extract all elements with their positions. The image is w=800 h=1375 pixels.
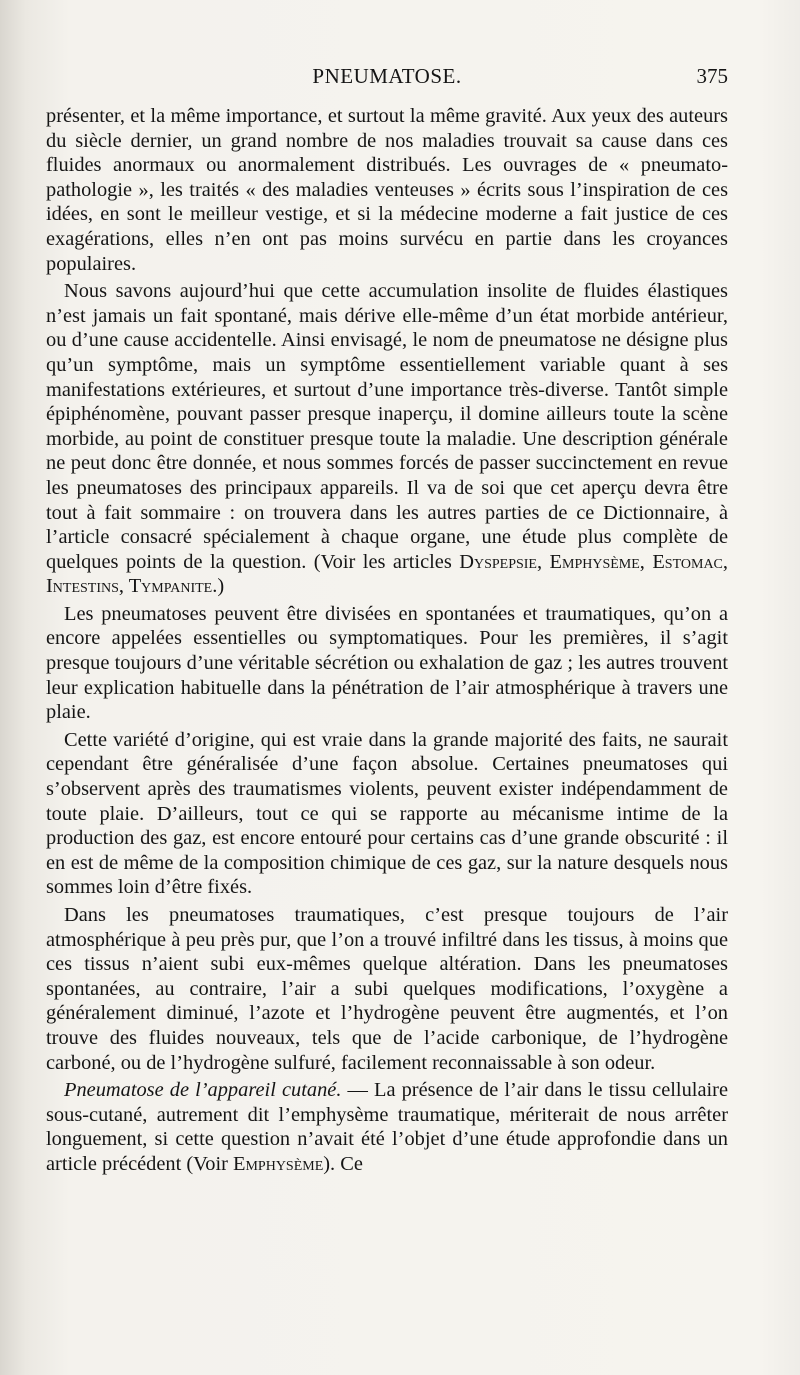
paragraph-3: Les pneumatoses peuvent être divisées en spontanées et traumatiques, qu’on a encore appelées essentielles ou symptomatiques. Pour les premières, il s’agit presque toujours d’une véritable sécrétion ou exhalation de gaz ; les autres trouvent leur explication habituelle dans la pénétration de l’air atmosphérique à travers une plaie. <box>46 602 728 724</box>
paragraph-2-end: .) <box>212 575 225 598</box>
section-heading: Pneumatose de l’appareil cutané. <box>64 1079 342 1102</box>
paragraph-1: présenter, et la même importance, et surtout la même gravité. Aux yeux des auteurs du siècle dernier, un grand nombre de nos maladies trouvait sa cause dans ces fluides anormaux ou anormalement distribués. Les ouvrages de « pneumato-pathologie », les traités « des maladies venteuses » écrits sous l’inspiration de ces idées, en sont le meilleur vestige, et si la médecine moderne a fait justice de ces exagérations, elles n’en ont pas moins survécu en partie dans les croyances populaires. <box>46 105 728 275</box>
running-title: PNEUMATOSE. <box>312 64 462 88</box>
paragraph-6-end: ). Ce <box>323 1152 363 1175</box>
paragraph-2-text: Nous savons aujourd’hui que cette accumulation insolite de fluides élastiques n’est jamais un fait spontané, mais dérive elle-même d’un état morbide antérieur, ou d’une cause accidentelle. Ainsi envisagé, le nom de pneumatose ne désigne plus qu’un symptôme, mais un symptôme essentiellement variable quant à ses manifestations extérieures, et surtout d’une importance très-diverse. Tantôt simple épiphénomène, pouvant passer presque inaperçu, il domine ailleurs toute la scène morbide, au point de constituer presque toute la maladie. Une description générale ne peut donc être donnée, et nous sommes forcés de passer succinctement en revue les pneumatoses des principaux appareils. Il va de soi que cet aperçu devra être tout à fait sommaire : on trouvera dans les autres parties de ce Dictionnaire, à l’article consacré spécialement à chaque organe, une étude plus complète de quelques points de la question. (Voir les articles <box>46 280 728 573</box>
paragraph-4: Cette variété d’origine, qui est vraie dans la grande majorité des faits, ne saurait cependant être généralisée d’une façon absolue. Certaines pneumatoses qui s’observent après des traumatismes violents, peuvent exister indépendamment de toute plaie. D’ailleurs, tout ce qui se rapporte au mécanisme intime de la production des gaz, est encore entouré pour certains cas d’une grande obscurité : il en est de même de la composition chimique de ces gaz, sur la nature desquels nous sommes loin d’être fixés. <box>46 728 728 899</box>
paragraph-5: Dans les pneumatoses traumatiques, c’est presque toujours de l’air atmosphérique à peu près pur, que l’on a trouvé infiltré dans les tissus, à moins que ces tissus n’aient subi eux-mêmes quelque altération. Dans les pneumatoses spontanées, au contraire, l’air a subi quelques modifications, l’oxygène a généralement diminué, l’azote et l’hydrogène peuvent être augmentés, et l’on trouve des fluides nouveaux, tels que de l’acide carbonique, de l’hydrogène carboné, ou de l’hydrogène sulfuré, facilement reconnaissable à son odeur. <box>46 904 728 1074</box>
paragraph-2 <box>46 279 728 599</box>
body-text <box>46 104 728 1180</box>
paragraph-6-text: — La présence de l’air dans le tissu cellulaire sous-cutané, autrement dit l’emphysème traumatique, mériterait de nous arrêter longuement, si cette question n’avait été l’objet d’une étude approfondie dans un article précédent (Voir <box>46 1079 729 1175</box>
page-header <box>46 64 728 98</box>
paragraph-6 <box>46 1078 728 1176</box>
cross-reference-emphyseme: Emphysème <box>233 1152 324 1175</box>
page-number: 375 <box>696 64 728 88</box>
page-edge-shadow <box>760 0 800 1375</box>
cross-references: Dyspepsie, Emphysème, Estomac, Intestins, Tympanite <box>46 550 728 598</box>
